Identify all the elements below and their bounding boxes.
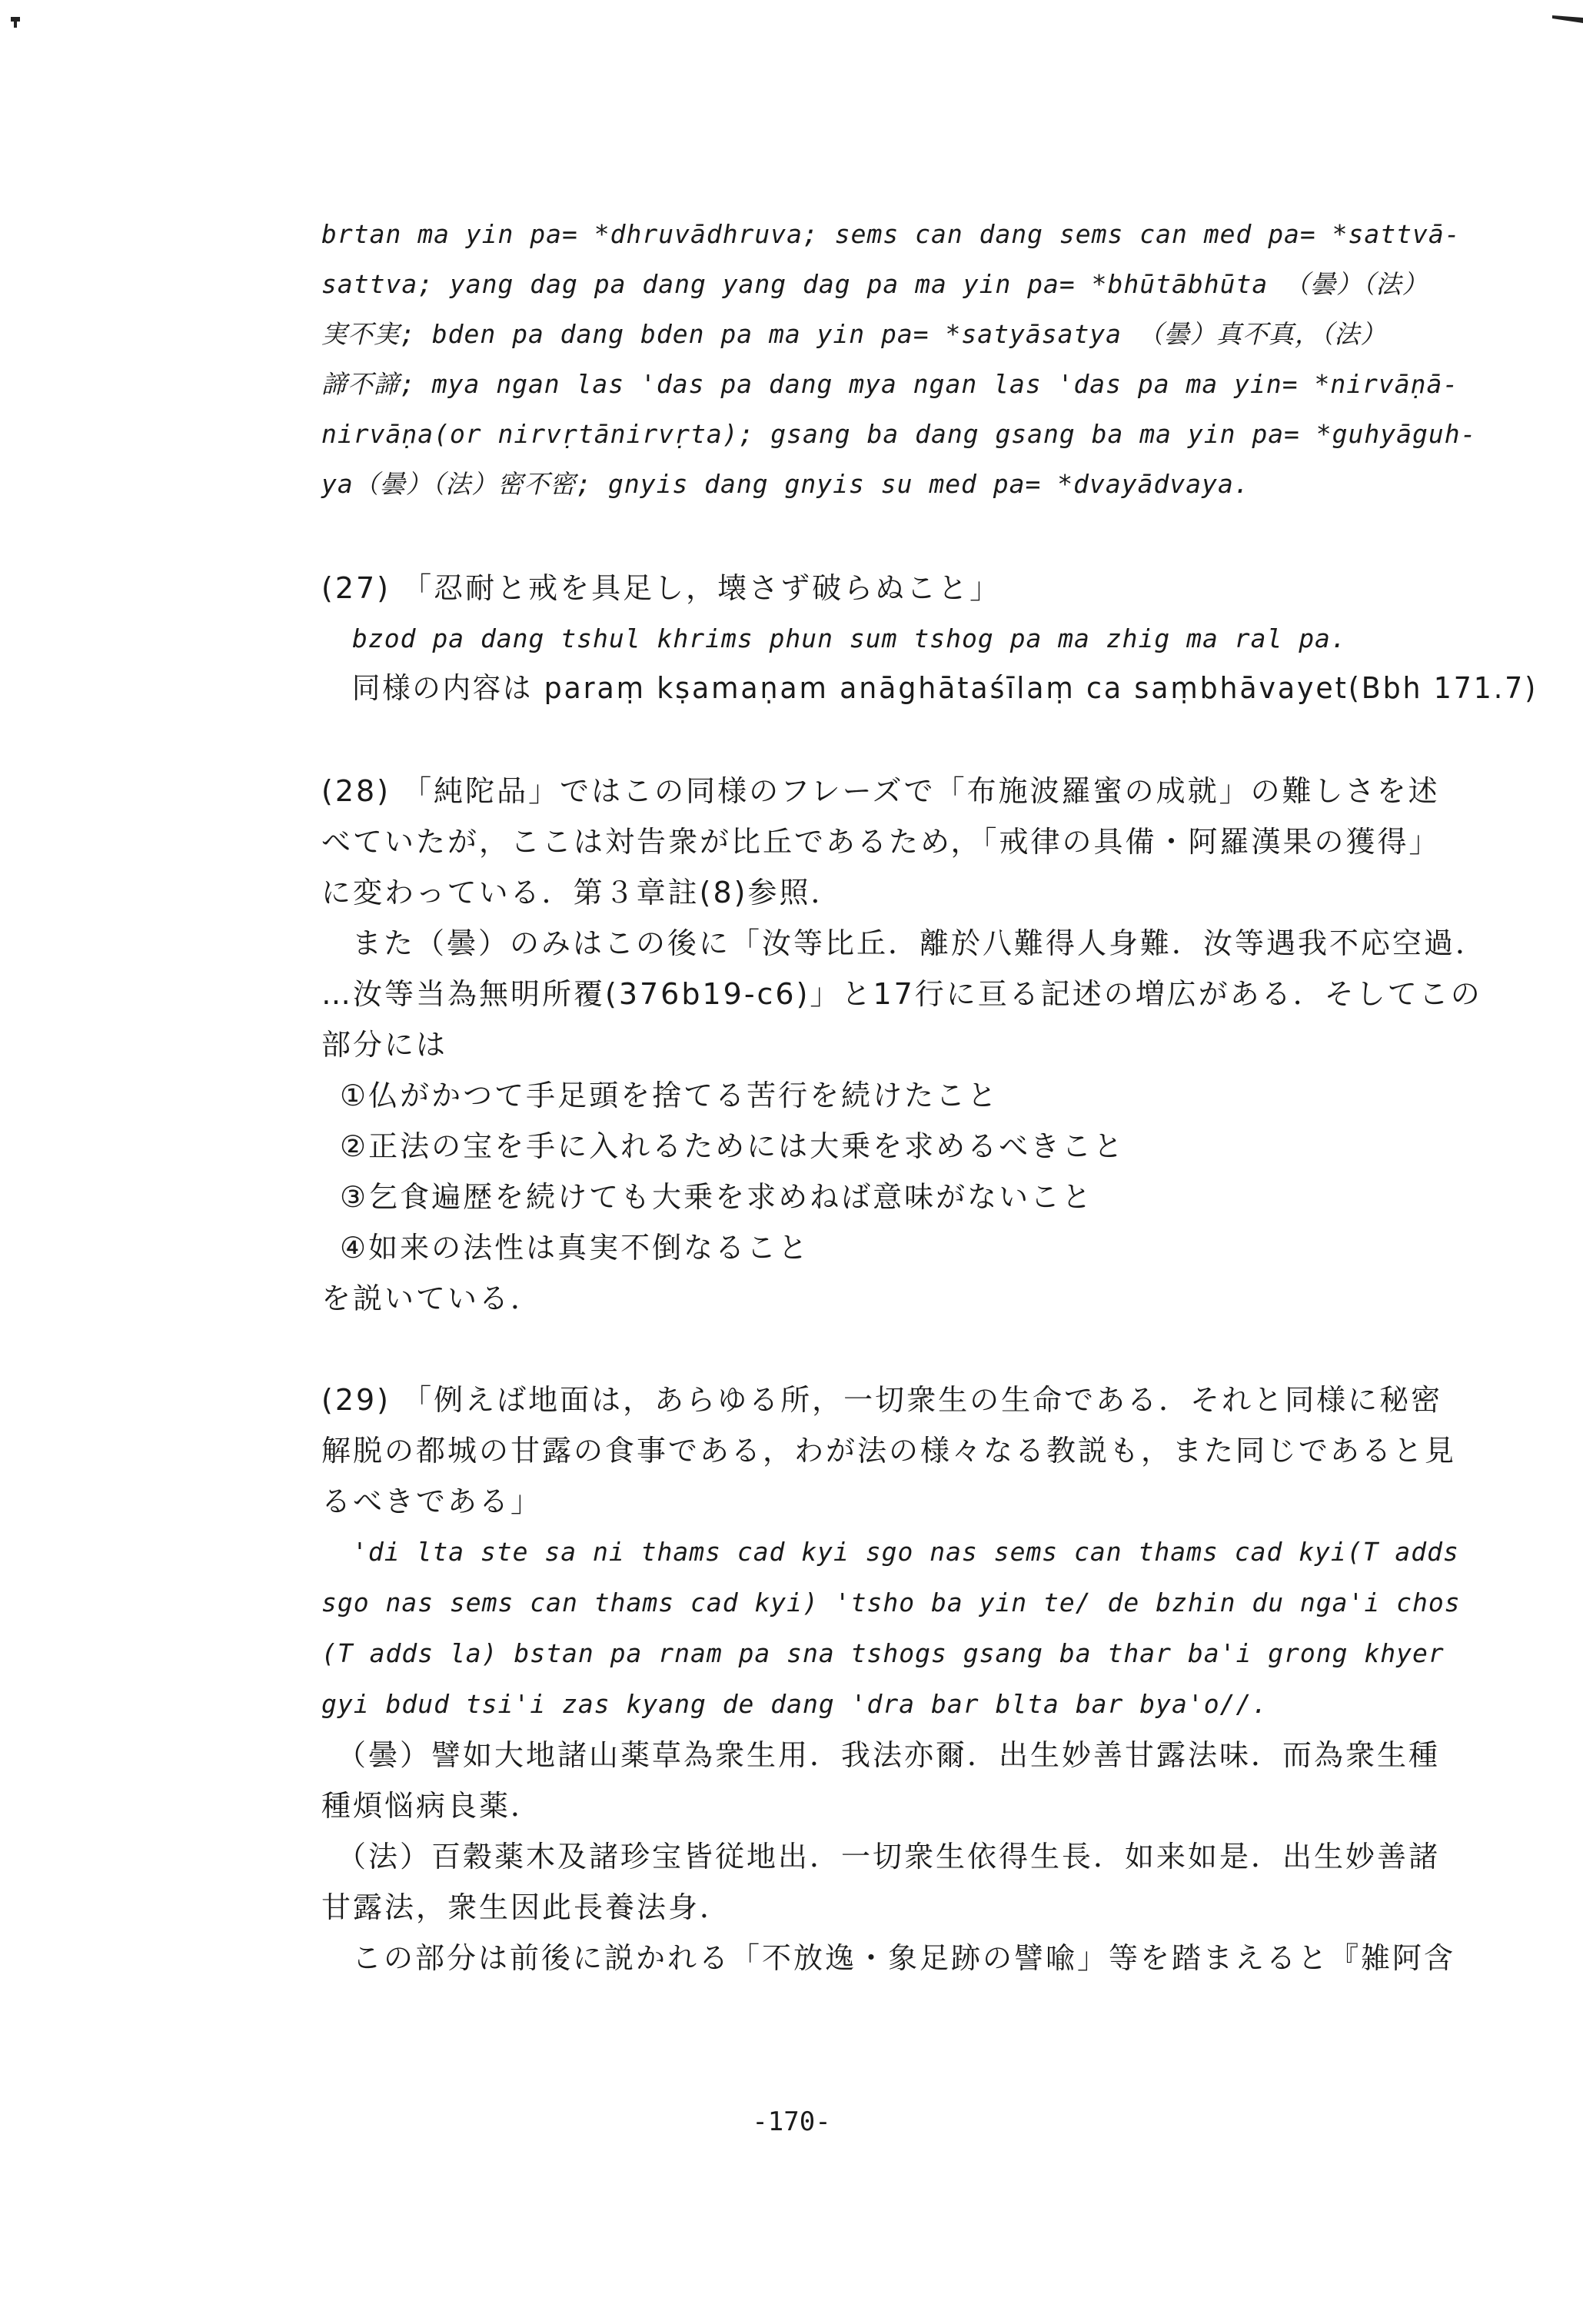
text-line: 諦不諦; mya ngan las 'das pa dang mya ngan las 'das pa ma yin= *nirvāṇā-	[321, 369, 1459, 399]
list-item: ①仏がかつて手足頭を捨てる苦行を続けたこと	[340, 1079, 999, 1112]
text-line: 解脱の都城の甘露の食事である，わが法の様々なる教説も，また同じであると見	[321, 1434, 1457, 1468]
text-line: に変わっている．第３章註(8)参照．	[321, 876, 843, 909]
text-line: を説いている．	[321, 1282, 543, 1315]
list-item: ②正法の宝を手に入れるためには大乗を求めるべきこと	[340, 1129, 1126, 1163]
text-line: (T adds la) bstan pa rnam pa sna tshogs gsang ba thar ba'i grong khyer	[321, 1638, 1445, 1668]
text-line: また（曇）のみはこの後に「汝等比丘．離於八難得人身難．汝等遇我不応空過．	[352, 926, 1488, 960]
text-line: gyi bdud tsi'i zas kyang de dang 'dra bar blta bar bya'o//.	[321, 1689, 1269, 1719]
text-line: るべきである」	[321, 1485, 543, 1518]
note-heading: (27) 「忍耐と戒を具足し，壊さず破らぬこと」	[321, 571, 1002, 605]
text-line: …汝等当為無明所覆(376b19-c6)」と17行に亘る記述の増広がある．そしてこの	[321, 977, 1482, 1011]
text-line: （曇）譬如大地諸山薬草為衆生用．我法亦爾．出生妙善甘露法味．而為衆生種	[337, 1738, 1441, 1772]
page-number: -170-	[752, 2106, 831, 2137]
text-line: sattva; yang dag pa dang yang dag pa ma yin pa= *bhūtābhūta （曇）（法）	[321, 269, 1428, 299]
text-line: べていたが，ここは対告衆が比丘であるため，「戒律の具備・阿羅漢果の獲得」	[321, 825, 1441, 859]
text-line: 'di lta ste sa ni thams cad kyi sgo nas sems can thams cad kyi(T adds	[352, 1537, 1459, 1567]
list-item: ④如来の法性は真実不倒なること	[340, 1231, 810, 1265]
note-heading: (28) 「純陀品」ではこの同様のフレーズで「布施波羅蜜の成就」の難しさを述	[321, 774, 1440, 808]
note-heading: (29) 「例えば地面は，あらゆる所，一切衆生の生命である．それと同様に秘密	[321, 1383, 1443, 1417]
text-line: この部分は前後に説かれる「不放逸・象足跡の譬喩」等を踏まえると『雑阿含	[352, 1941, 1456, 1975]
text-line: （法）百穀薬木及諸珍宝皆従地出．一切衆生依得生長．如来如是．出生妙善諸	[337, 1840, 1441, 1873]
text-line: sgo nas sems can thams cad kyi) 'tsho ba yin te/ de bzhin du nga'i chos	[321, 1588, 1461, 1617]
text-line: brtan ma yin pa= *dhruvādhruva; sems can dang sems can med pa= *sattvā-	[321, 219, 1461, 249]
text-line: 甘露法，衆生因此長養法身．	[321, 1890, 732, 1924]
text-line: 種煩悩病良薬．	[321, 1789, 543, 1823]
list-item: ③乞食遍歴を続けても大乗を求めねば意味がないこと	[340, 1180, 1094, 1214]
text-line: nirvāṇa(or nirvṛtānirvṛta); gsang ba dang gsang ba ma yin pa= *guhyāguh-	[321, 419, 1477, 449]
text-line: 部分には	[321, 1028, 448, 1062]
text-line: 同様の内容は paraṃ kṣamaṇam anāghātaśīlaṃ ca saṃbhāvayet(Bbh 171.7)	[352, 671, 1538, 705]
text-line: bzod pa dang tshul khrims phun sum tshog pa ma zhig ma ral pa.	[352, 623, 1347, 653]
text-line: 実不実; bden pa dang bden pa ma yin pa= *satyāsatya （曇）真不真，（法）	[321, 319, 1387, 349]
text-line: ya（曇）（法）密不密; gnyis dang gnyis su med pa= *dvayādvaya.	[321, 469, 1250, 499]
corner-mark	[1552, 15, 1583, 23]
corner-mark	[11, 17, 20, 22]
